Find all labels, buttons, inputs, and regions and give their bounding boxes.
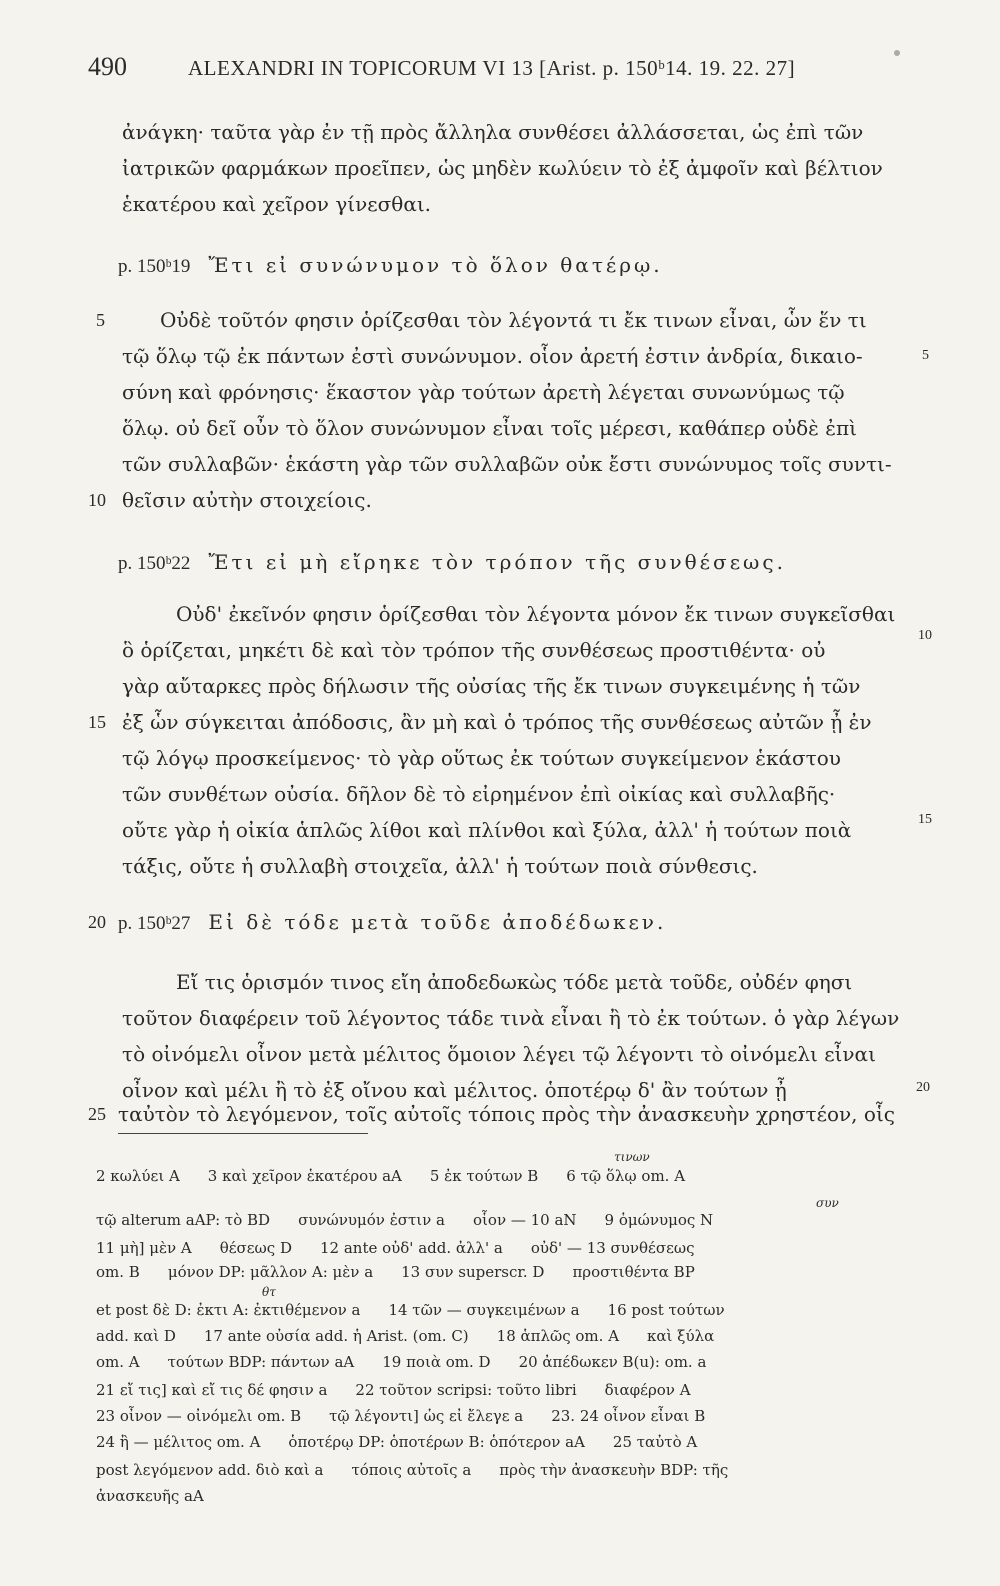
apparatus-entry: ὁποτέρῳ DP: ὁποτέρων B: ὁπότερον aA <box>288 1433 585 1451</box>
superscript-note: συν <box>816 1196 839 1210</box>
apparatus-entry: 23 οἶνον — οἰνόμελι om. B <box>96 1407 302 1425</box>
page-header <box>0 50 1000 90</box>
apparatus-entry: 21 εἴ τις] καὶ εἴ τις δέ φησιν a <box>96 1381 328 1399</box>
apparatus-line <box>96 1352 734 1372</box>
apparatus-entry: 16 post τούτων <box>607 1301 725 1319</box>
text-line: ὃ ὁρίζεται, μηκέτι δὲ καὶ τὸν τρόπον τῆς συνθέσεως προστιθέντα· οὐ <box>122 638 826 662</box>
page-number: 490 <box>88 52 127 81</box>
apparatus-line <box>96 1166 713 1186</box>
text-line: τῶν συλλαβῶν· ἑκάστη γὰρ τῶν συλλαβῶν οὐκ ἔστι συνώνυμος τοῖς συντι- <box>122 452 892 476</box>
line-number: 25 <box>88 1104 106 1124</box>
line-number: 20 <box>88 912 106 932</box>
apparatus-entry: 5 ἐκ τούτων B <box>429 1167 539 1185</box>
apparatus-entry: 2 κωλύει A <box>96 1167 180 1185</box>
superscript-note: τινων <box>614 1150 650 1164</box>
apparatus-entry: 9 ὁμώνυμος N <box>604 1211 714 1229</box>
apparatus-entry: 22 τοῦτον scripsi: τοῦτο libri <box>355 1381 577 1399</box>
line-number-right: 10 <box>918 628 932 643</box>
lemma-ref: p. 150ᵇ19 <box>118 256 191 277</box>
apparatus-entry: add. καὶ D <box>96 1327 176 1345</box>
apparatus-entry: συνώνυμόν ἐστιν a <box>298 1211 445 1229</box>
apparatus-entry: πρὸς τὴν ἀνασκευὴν BDP: τῆς <box>499 1461 729 1479</box>
text-line: ἀνάγκη· ταῦτα γὰρ ἐν τῇ πρὸς ἄλληλα συνθέσει ἀλλάσσεται, ὡς ἐπὶ τῶν <box>122 120 864 144</box>
text-line: Οὐδ' ἐκεῖνόν φησιν ὁρίζεσθαι τὸν λέγοντα μόνον ἔκ τινων συγκεῖσθαι <box>176 602 896 626</box>
apparatus-line <box>96 1300 753 1320</box>
apparatus-line <box>96 1406 733 1426</box>
text-line: ἐξ ὧν σύγκειται ἀπόδοσις, ἂν μὴ καὶ ὁ τρόπος τῆς συνθέσεως αὐτῶν ᾖ ἐν <box>122 710 872 734</box>
lemma-heading <box>118 550 786 575</box>
apparatus-line <box>96 1238 722 1258</box>
superscript-note: θτ <box>262 1285 276 1299</box>
apparatus-entry: 24 ἢ — μέλιτος om. A <box>96 1433 261 1451</box>
apparatus-entry: τούτων BDP: πάντων aA <box>167 1353 355 1371</box>
text-line: γὰρ αὔταρκες πρὸς δήλωσιν τῆς οὐσίας τῆς ἔκ τινων συγκειμένης ἡ τῶν <box>122 674 861 698</box>
line-number-right: 20 <box>916 1080 930 1095</box>
apparatus-entry: τόποις αὐτοῖς a <box>351 1461 472 1479</box>
text-line: σύνη καὶ φρόνησις· ἕκαστον γὰρ τούτων ἀρετὴ λέγεται συνωνύμως τῷ <box>122 380 845 404</box>
lemma-ref: p. 150ᵇ22 <box>118 553 191 574</box>
apparatus-entry: προστιθέντα BP <box>572 1263 695 1281</box>
text-line: τάξις, οὔτε ἡ συλλαβὴ στοιχεῖα, ἀλλ' ἡ τούτων ποιὰ σύνθεσις. <box>122 854 758 878</box>
apparatus-entry: post λεγόμενον add. διὸ καὶ a <box>96 1461 324 1479</box>
apparatus-entry: om. B <box>96 1263 140 1281</box>
text-line: τῶν συνθέτων οὐσία. δῆλον δὲ τὸ εἰρημένον ἐπὶ οἰκίας καὶ συλλαβῆς· <box>122 782 836 806</box>
apparatus-entry: 12 ante οὐδ' add. ἀλλ' a <box>319 1239 503 1257</box>
lemma-heading <box>118 910 666 935</box>
apparatus-line <box>96 1432 725 1452</box>
line-number-right: 15 <box>918 812 932 827</box>
footnote-rule <box>118 1133 368 1134</box>
apparatus-entry: 13 συν superscr. D <box>401 1263 545 1281</box>
apparatus-entry: ἀνασκευῆς aA <box>96 1487 204 1505</box>
lemma-text: Ἔτι εἰ συνώνυμον τὸ ὅλον θατέρῳ. <box>208 253 663 277</box>
apparatus-entry: 17 ante οὐσία add. ἡ Arist. (om. C) <box>203 1327 469 1345</box>
apparatus-line <box>96 1262 723 1282</box>
text-line: θεῖσιν αὐτὴν στοιχείοις. <box>122 488 372 512</box>
apparatus-entry: 20 ἀπέδωκεν B(u): om. a <box>518 1353 707 1371</box>
running-head: ALEXANDRI IN TOPICORUM VI 13 [Arist. p. 150ᵇ14. 19. 22. 27] <box>188 56 796 80</box>
lemma-text: Ἔτι εἰ μὴ εἴρηκε τὸν τρόπον τῆς συνθέσεως. <box>208 550 786 574</box>
text-line: ὅλῳ. οὐ δεῖ οὖν τὸ ὅλον συνώνυμον εἶναι τοῖς μέρεσι, καθάπερ οὐδὲ ἐπὶ <box>122 416 857 440</box>
apparatus-entry: καὶ ξύλα <box>647 1327 715 1345</box>
text-line: οὔτε γὰρ ἡ οἰκία ἁπλῶς λίθοι καὶ πλίνθοι καὶ ξύλα, ἀλλ' ἡ τούτων ποιὰ <box>122 818 852 842</box>
apparatus-line <box>96 1210 741 1230</box>
apparatus-entry: τῷ alterum aAP: τὸ BD <box>96 1211 271 1229</box>
text-line: τῷ λόγῳ προσκείμενος· τὸ γὰρ οὕτως ἐκ τούτων συγκείμενον ἑκάστου <box>122 746 841 770</box>
text-line: ταὐτὸν τὸ λεγόμενον, τοῖς αὐτοῖς τόποις πρὸς τὴν ἀνασκευὴν χρηστέον, οἷς <box>118 1102 895 1126</box>
text-line: τοῦτον διαφέρειν τοῦ λέγοντος τάδε τινὰ εἶναι ἢ τὸ ἐκ τούτων. ὁ γὰρ λέγων <box>122 1006 900 1030</box>
apparatus-line <box>96 1326 742 1346</box>
apparatus-entry: θέσεως D <box>219 1239 292 1257</box>
apparatus-entry: 14 τῶν — συγκειμένων a <box>388 1301 580 1319</box>
apparatus-entry: 6 τῷ ὅλῳ om. A <box>566 1167 686 1185</box>
apparatus-entry: om. A <box>96 1353 140 1371</box>
text-line: ἑκατέρου καὶ χεῖρον γίνεσθαι. <box>122 192 432 216</box>
text-line: ἰατρικῶν φαρμάκων προεῖπεν, ὡς μηδὲν κωλύειν τὸ ἐξ ἀμφοῖν καὶ βέλτιον <box>122 156 883 180</box>
apparatus-entry: 25 ταὐτὸ A <box>612 1433 698 1451</box>
lemma-text: Εἰ δὲ τόδε μετὰ τοῦδε ἀποδέδωκεν. <box>208 910 667 934</box>
text-line: Οὐδὲ τοῦτόν φησιν ὁρίζεσθαι τὸν λέγοντά τι ἔκ τινων εἶναι, ὧν ἕν τι <box>160 308 867 332</box>
text-line: τῷ ὅλῳ τῷ ἐκ πάντων ἐστὶ συνώνυμον. οἷον ἀρετή ἐστιν ἀνδρία, δικαιο- <box>122 344 863 368</box>
text-line: τὸ οἰνόμελι οἶνον μετὰ μέλιτος ὅμοιον λέγει τῷ λέγοντι τὸ οἰνόμελι εἶναι <box>122 1042 876 1066</box>
apparatus-entry: τῷ λέγοντι] ὡς εἰ ἔλεγε a <box>329 1407 524 1425</box>
apparatus-entry: οὐδ' — 13 συνθέσεως <box>530 1239 695 1257</box>
line-number: 5 <box>96 310 105 330</box>
text-line: Εἴ τις ὁρισμόν τινος εἴη ἀποδεδωκὼς τόδε μετὰ τοῦδε, οὐδέν φησι <box>176 970 853 994</box>
apparatus-entry: 23. 24 οἶνον εἶναι B <box>551 1407 706 1425</box>
text-line: οἶνον καὶ μέλι ἢ τὸ ἐξ οἴνου καὶ μέλιτος. ὁποτέρῳ δ' ἂν τούτων ᾖ <box>122 1078 787 1102</box>
apparatus-entry: et post δὲ D: ἐκτι A: ἐκτιθέμενον a <box>96 1301 361 1319</box>
apparatus-entry: 19 ποιὰ om. D <box>382 1353 491 1371</box>
apparatus-entry: 11 μὴ] μὲν A <box>96 1239 192 1257</box>
apparatus-entry: διαφέρον A <box>604 1381 691 1399</box>
apparatus-line <box>96 1486 232 1506</box>
line-number-right: 5 <box>922 348 929 363</box>
line-number: 15 <box>88 712 106 732</box>
lemma-heading <box>118 253 663 278</box>
apparatus-entry: 3 καὶ χεῖρον ἑκατέρου aA <box>207 1167 402 1185</box>
apparatus-line <box>96 1460 756 1480</box>
lemma-ref: p. 150ᵇ27 <box>118 913 191 934</box>
apparatus-entry: μόνον DP: μᾶλλον A: μὲν a <box>167 1263 374 1281</box>
apparatus-entry: οἷον — 10 aN <box>473 1211 577 1229</box>
line-number: 10 <box>88 490 106 510</box>
apparatus-entry: 18 ἁπλῶς om. A <box>496 1327 620 1345</box>
apparatus-line <box>96 1380 719 1400</box>
